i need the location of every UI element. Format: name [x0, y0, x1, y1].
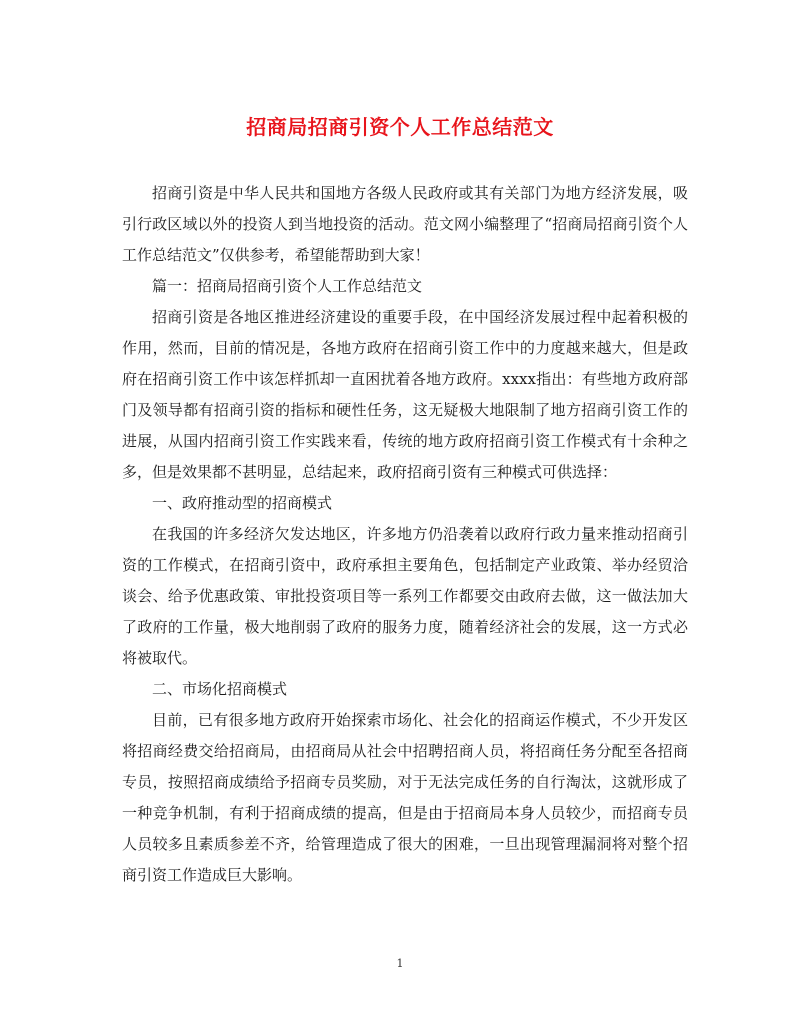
paragraph-intro: 招商引资是中华人民共和国地方各级人民政府或其有关部门为地方经济发展，吸引行政区域以外的投资人到当地投资的活动。范文网小编整理了“招商局招商引资个人工作总结范文”仅供参考，希望能帮助到大家！: [122, 184, 688, 264]
paragraph-section-heading: 篇一：招商局招商引资个人工作总结范文: [152, 277, 423, 295]
paragraph-subheading-2: 二、市场化招商模式: [152, 680, 288, 698]
paragraph-subheading-1: 一、政府推动型的招商模式: [152, 494, 333, 512]
page-number: 1: [396, 957, 404, 970]
paragraph-market-model: 目前，已有很多地方政府开始探索市场化、社会化的招商运作模式，不少开发区将招商经费交给招商局，由招商局从社会中招聘招商人员，将招商任务分配至各招商专员，按照招商成绩给予招商专员奖励，对于无法完成任务的自行淘汰，这就形成了一种竞争机制，有利于招商成绩的提高，但是由于招商局本身人员较少，而招商专员人员较多且素质参差不齐，给管理造成了很大的困难，一旦出现管理漏洞将对整个招商引资工作造成巨大影响。: [122, 711, 688, 884]
paragraph-overview: 招商引资是各地区推进经济建设的重要手段，在中国经济发展过程中起着积极的作用，然而，目前的情况是，各地方政府在招商引资工作中的力度越来越大，但是政府在招商引资工作中该怎样抓却一直困扰着各地方政府。xxxx指出：有些地方政府部门及领导都有招商引资的指标和硬性任务，这无疑极大地限制了地方招商引资工作的进展，从国内招商引资工作实践来看，传统的地方政府招商引资工作模式有十余种之多，但是效果都不甚明显，总结起来，政府招商引资有三种模式可供选择：: [122, 308, 688, 481]
paragraph-government-model: 在我国的许多经济欠发达地区，许多地方仍沿袭着以政府行政力量来推动招商引资的工作模式，在招商引资中，政府承担主要角色，包括制定产业政策、举办经贸洽谈会、给予优惠政策、审批投资项目等一系列工作都要交由政府去做，这一做法加大了政府的工作量，极大地削弱了政府的服务力度，随着经济社会的发展，这一方式必将被取代。: [122, 525, 688, 667]
document-body: [122, 178, 688, 891]
document-title: 招商局招商引资个人工作总结范文: [246, 115, 554, 139]
